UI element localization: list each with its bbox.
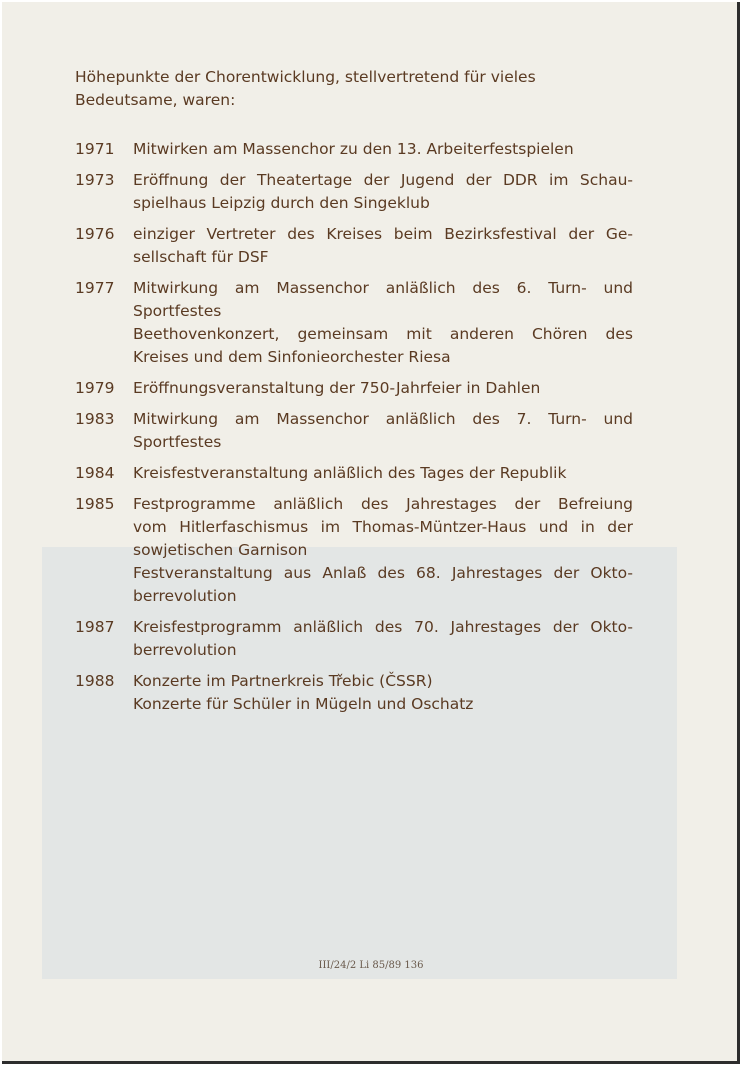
entry-text-line: Festprogramme anläßlich des Jahrestages der Befreiung xyxy=(133,495,633,513)
entry-year: 1977 xyxy=(75,279,115,297)
entry-year: 1985 xyxy=(75,495,115,513)
chronology-entry xyxy=(75,616,633,662)
entry-text-line: Kreisfestveranstaltung anläßlich des Tages der Republik xyxy=(133,464,567,482)
entry-text-line: vom Hitlerfaschismus im Thomas-Müntzer-Haus und in der xyxy=(133,518,633,536)
entry-text-line: berrevolution xyxy=(133,641,237,659)
entry-text-line: Mitwirkung am Massenchor anläßlich des 6. Turn- und xyxy=(133,279,633,297)
entry-text-line: Konzerte im Partnerkreis Třebic (ČSSR) xyxy=(133,672,433,690)
main-text xyxy=(75,66,633,724)
entry-text-line: berrevolution xyxy=(133,587,237,605)
entry-text-line: Konzerte für Schüler in Mügeln und Oschatz xyxy=(133,695,474,713)
entry-year: 1979 xyxy=(75,379,115,397)
entry-text-line: sowjetischen Garnison xyxy=(133,541,308,559)
chronology-entry xyxy=(75,408,633,454)
entry-text-line: Kreises und dem Sinfonieorchester Riesa xyxy=(133,348,451,366)
chronology-entry xyxy=(75,670,633,716)
entry-text-line: Sportfestes xyxy=(133,302,222,320)
entry-year: 1973 xyxy=(75,171,115,189)
print-code: III/24/2 Li 85/89 136 xyxy=(318,960,424,971)
chronology-entry xyxy=(75,462,633,485)
chronology-entry xyxy=(75,493,633,608)
entry-text-line: einziger Vertreter des Kreises beim Bezirksfestival der Ge- xyxy=(133,225,633,243)
entry-year: 1988 xyxy=(75,672,115,690)
chronology-entry xyxy=(75,138,633,161)
entry-year: 1976 xyxy=(75,225,115,243)
entry-text-line: spielhaus Leipzig durch den Singeklub xyxy=(133,194,430,212)
entry-text-line: Mitwirken am Massenchor zu den 13. Arbeiterfestspielen xyxy=(133,140,574,158)
entry-year: 1971 xyxy=(75,140,115,158)
entry-text-line: Kreisfestprogramm anläßlich des 70. Jahrestages der Okto- xyxy=(133,618,633,636)
entry-year: 1987 xyxy=(75,618,115,636)
entry-text-line: Beethovenkonzert, gemeinsam mit anderen Chören des xyxy=(133,325,633,343)
entry-text-line: Mitwirkung am Massenchor anläßlich des 7. Turn- und xyxy=(133,410,633,428)
intro-paragraph: Höhepunkte der Chorentwicklung, stellvertretend für vieles Bedeutsame, waren: xyxy=(75,68,536,109)
entry-year: 1983 xyxy=(75,410,115,428)
chronology-entry xyxy=(75,377,633,400)
chronology-entry xyxy=(75,223,633,269)
entry-year: 1984 xyxy=(75,464,115,482)
chronology-entry xyxy=(75,169,633,215)
document-page xyxy=(2,2,740,1064)
chronology-entry xyxy=(75,277,633,369)
entry-text-line: Eröffnungsveranstaltung der 750-Jahrfeier in Dahlen xyxy=(133,379,541,397)
entry-text-line: sellschaft für DSF xyxy=(133,248,269,266)
entry-text-line: Sportfestes xyxy=(133,433,222,451)
entry-text-line: Eröffnung der Theatertage der Jugend der DDR im Schau- xyxy=(133,171,633,189)
entry-text-line: Festveranstaltung aus Anlaß des 68. Jahrestages der Okto- xyxy=(133,564,633,582)
